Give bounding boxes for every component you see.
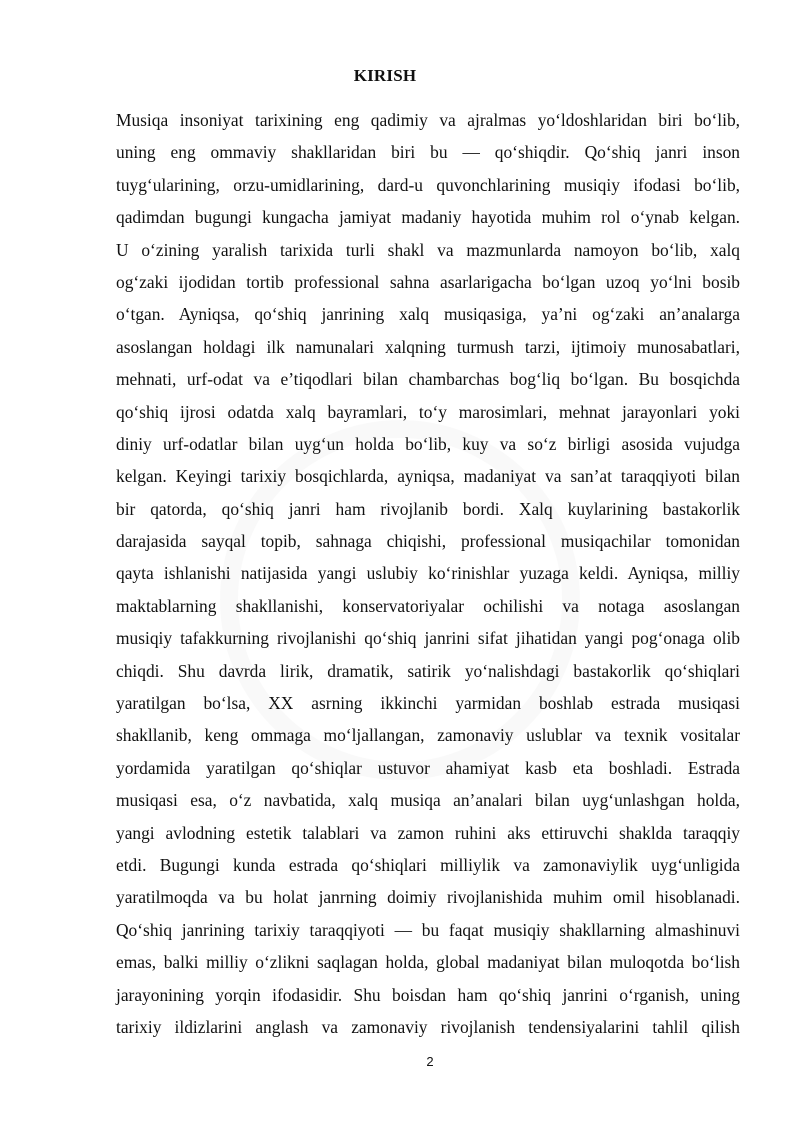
text-line: chiqdi. Shu davrda lirik, dramatik, satirik yo‘nalishdagi bastakorlik qo‘shiqlari [116, 660, 740, 681]
text-line: diniy urf-odatlar bilan uyg‘un holda bo‘lib, kuy va so‘z birligi asosida vujudga [116, 433, 740, 454]
text-line: qo‘shiq ijrosi odatda xalq bayramlari, to‘y marosimlari, mehnat jarayonlari yoki [116, 401, 740, 422]
text-line: musiqasi esa, o‘z navbatida, xalq musiqa an’analari bilan uyg‘unlashgan holda, [116, 790, 740, 811]
text-line: yordamida yaratilgan qo‘shiqlar ustuvor ahamiyat kasb eta boshladi. Estrada [116, 757, 740, 778]
text-line: yaratilgan bo‘lsa, XX asrning ikkinchi yarmidan boshlab estrada musiqasi [116, 693, 740, 714]
text-line: asoslangan holdagi ilk namunalari xalqning turmush tarzi, ijtimoiy munosabatlari, [116, 336, 740, 357]
text-line: etdi. Bugungi kunda estrada qo‘shiqlari milliylik va zamonaviylik uyg‘unligida [116, 854, 740, 875]
text-line: kelgan. Keyingi tarixiy bosqichlarda, ayniqsa, madaniyat va san’at taraqqiyoti bilan [116, 466, 740, 487]
text-line: yaratilmoqda va bu holat janrning doimiy rivojlanishida muhim omil hisoblanadi. [116, 887, 740, 908]
text-line: tuyg‘ularining, orzu-umidlarining, dard-u quvonchlarining musiqiy ifodasi bo‘lib, [116, 174, 740, 195]
text-line: mehnati, urf-odat va e’tiqodlari bilan chambarchas bog‘liq bo‘lgan. Bu bosqichda [116, 369, 740, 390]
section-title: KIRISH [353, 66, 417, 85]
text-line: Qo‘shiq janrining tarixiy taraqqiyoti — bu faqat musiqiy shakllarning almashinuvi [116, 919, 740, 940]
text-line: uning eng ommaviy shakllaridan biri bu — qo‘shiqdir. Qo‘shiq janri inson [116, 142, 740, 163]
text-line: shakllanib, keng ommaga mo‘ljallangan, zamonaviy uslublar va texnik vositalar [116, 725, 740, 746]
page-number: 2 [426, 1054, 434, 1069]
text-line: jarayonining yorqin ifodasidir. Shu boisdan ham qo‘shiq janrini o‘rganish, uning [116, 984, 740, 1005]
text-line: qadimdan bugungi kungacha jamiyat madaniy hayotida muhim rol o‘ynab kelgan. [116, 207, 740, 228]
body-paragraph [116, 104, 740, 1043]
text-line: tarixiy ildizlarini anglash va zamonaviy rivojlanish tendensiyalarini tahlil qilish [116, 1016, 740, 1037]
text-line: musiqiy tafakkurning rivojlanishi qo‘shiq janrini sifat jihatidan yangi pog‘onaga olib [116, 628, 740, 649]
text-line: darajasida sayqal topib, sahnaga chiqishi, professional musiqachilar tomonidan [116, 531, 740, 552]
text-line: maktablarning shakllanishi, konservatoriyalar ochilishi va notaga asoslangan [116, 595, 740, 616]
text-line: bir qatorda, qo‘shiq janri ham rivojlanib bordi. Xalq kuylarining bastakorlik [116, 498, 740, 519]
text-line: U o‘zining yaralish tarixida turli shakl va mazmunlarda namoyon bo‘lib, xalq [116, 239, 740, 260]
text-line: emas, balki milliy o‘zlikni saqlagan holda, global madaniyat bilan muloqotda bo‘lish [116, 952, 740, 973]
text-line: qayta ishlanishi natijasida yangi uslubiy ko‘rinishlar yuzaga keldi. Ayniqsa, milliy [116, 563, 740, 584]
text-line: Musiqa insoniyat tarixining eng qadimiy va ajralmas yo‘ldoshlaridan biri bo‘lib, [116, 110, 740, 130]
text-line: o‘tgan. Ayniqsa, qo‘shiq janrining xalq musiqasiga, ya’ni og‘zaki an’analarga [116, 304, 740, 325]
text-line: yangi avlodning estetik talablari va zamon ruhini aks ettiruvchi shaklda taraqqiy [116, 822, 740, 843]
text-line: og‘zaki ijodidan tortib professional sahna asarlarigacha bo‘lgan uzoq yo‘lni bosib [116, 271, 740, 292]
